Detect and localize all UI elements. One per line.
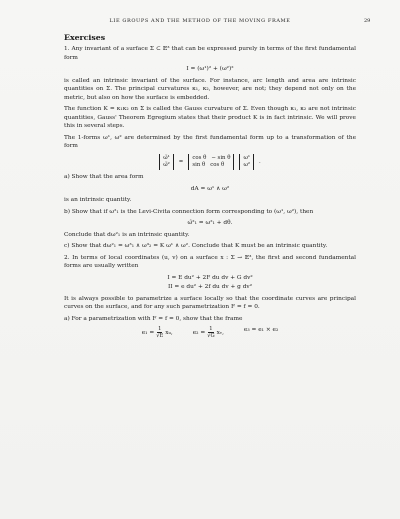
- section-heading: Exercises: [64, 33, 106, 42]
- e2-numerator: 1: [209, 326, 213, 333]
- e1-vector: xᵤ,: [165, 329, 173, 336]
- second-form-coordinates: II = e du² + 2f du dv + g dv²: [167, 284, 253, 291]
- e1-denominator: √E: [156, 333, 164, 340]
- frame-equations: [64, 326, 356, 339]
- area-form-equation: dA = ω¹ ∧ ω²: [190, 185, 230, 192]
- e1-numerator: 1: [158, 326, 162, 333]
- e1-label: e₁ =: [141, 329, 155, 336]
- e2-label: e₂ =: [192, 329, 206, 336]
- matrix-cell: cos θ: [210, 161, 225, 168]
- equals-sign: =: [178, 158, 184, 165]
- gauss-curvature-paragraph: The function K = κ₁κ₂ on Σ is called the Gauss curvature of Σ. Even though κ₁, κ₂ are not intrinsic quantities, Gauss' Theorem Egregium states that their product K is in fact intrinsic. We will prove this in several steps.: [64, 106, 356, 130]
- page-content: [64, 34, 356, 341]
- frame-e2: [193, 326, 224, 339]
- exercise-1-intro: 1. Any invariant of a surface Σ ⊂ 𝔼³ that can be expressed purely in terms of the first fundamental form: [64, 46, 356, 61]
- e2-vector: xᵥ,: [216, 329, 224, 336]
- rotation-matrix-equation: [64, 154, 356, 170]
- part-b-conclusion: Conclude that dω²₁ is an intrinsic quantity.: [64, 231, 190, 238]
- frame-e3: e₃ = e₁ × e₂: [243, 327, 279, 334]
- matrix-row: [192, 162, 230, 169]
- e2-fraction: [207, 326, 214, 339]
- running-header: LIE GROUPS AND THE METHOD OF THE MOVING FRAME: [109, 18, 291, 24]
- rhs-entry: ω²: [243, 161, 251, 168]
- frame-e1: [142, 326, 173, 339]
- matrix-cell: sin θ: [192, 161, 206, 168]
- intrinsic-definition-paragraph: is called an intrinsic invariant of the surface. For instance, arc length and area are intrinsic quantities on Σ. The principal curvatures κ₁, κ₂, however, are not; they depend not only on the metric, but also on how the surface is embedded.: [64, 77, 356, 101]
- part-a-prompt: a) Show that the area form: [64, 174, 144, 181]
- rhs-vector: [239, 154, 254, 170]
- matrix-trailing-period: .: [259, 158, 261, 165]
- part-b-prompt: b) Show that if ω²₁ is the Levi-Civita connection form corresponding to (ω¹, ω²), then: [64, 208, 314, 215]
- matrix-row: [192, 155, 230, 162]
- page-number: 29: [364, 18, 371, 24]
- principal-curves-paragraph: It is always possible to parametrize a surface locally so that the coordinate curves are principal curves on the surface, and for any such parametrization F = f = 0.: [64, 295, 356, 311]
- first-form-coordinates: I = E du² + 2F du dv + G dv²: [167, 274, 253, 281]
- one-forms-paragraph: The 1-forms ω¹, ω² are determined by the first fundamental form up to a transformation of the form: [64, 134, 356, 150]
- exercise-2a-prompt: a) For a parametrization with F = f = 0, show that the frame: [64, 315, 243, 322]
- matrix-cell: cos θ: [192, 154, 207, 161]
- exercise-2-intro: 2. In terms of local coordinates (u, v) on a surface x : Σ → 𝔼³, the first and second fundamental forms are usually written: [64, 254, 356, 270]
- lhs-vector: [159, 154, 174, 170]
- first-fundamental-form-equation: I = (ω¹)² + (ω²)²: [186, 66, 234, 73]
- part-c-paragraph: c) Show that dω²₁ = ω³₁ ∧ ω³₂ = K ω¹ ∧ ω². Conclude that K must be an intrinsic quantity.: [64, 243, 328, 250]
- rhs-entry: ω¹: [243, 154, 251, 161]
- e1-fraction: [156, 326, 163, 339]
- matrix-cell: − sin θ: [211, 154, 231, 161]
- part-a-conclusion: is an intrinsic quantity.: [64, 197, 132, 204]
- e2-denominator: √G: [207, 333, 215, 340]
- connection-form-equation: ω̃²₁ = ω²₁ + dθ.: [187, 220, 233, 227]
- lhs-entry: ω̃¹: [163, 154, 170, 161]
- rotation-matrix: [188, 154, 234, 170]
- lhs-entry: ω̃²: [163, 161, 170, 168]
